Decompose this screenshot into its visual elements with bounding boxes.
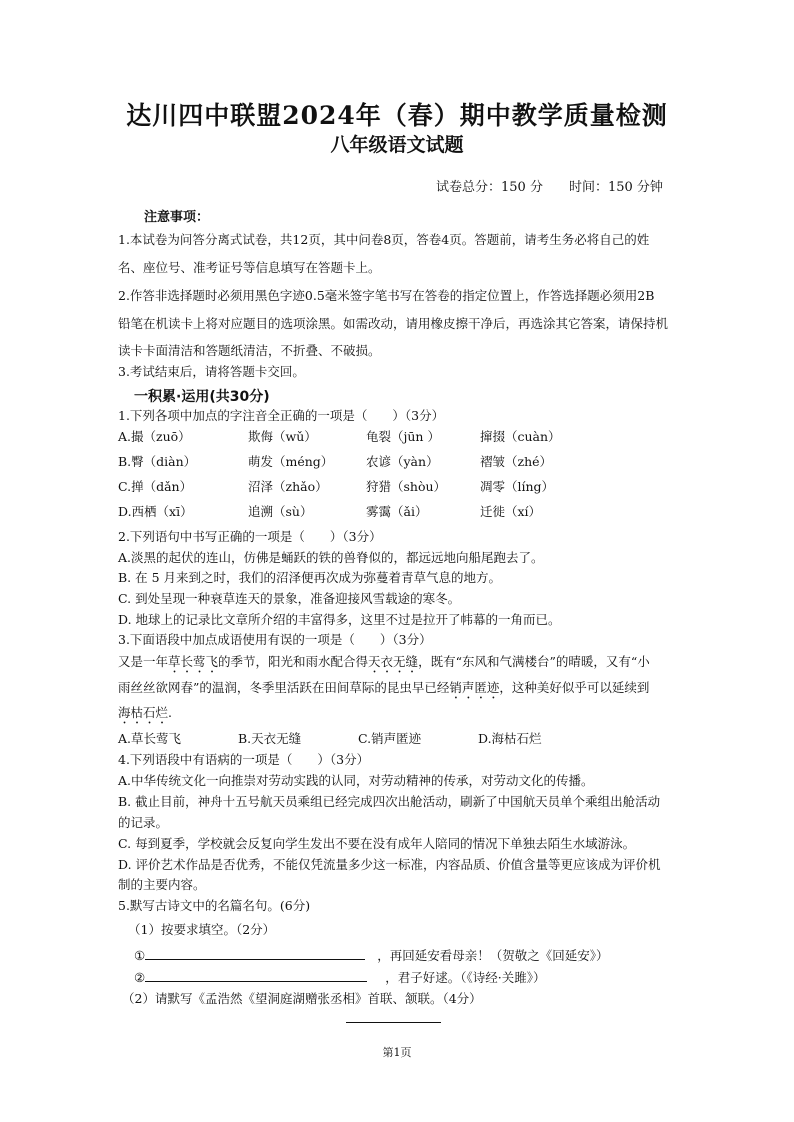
footer-divider bbox=[346, 1022, 441, 1023]
option-cell: 雾霭（ǎi） bbox=[366, 504, 428, 519]
sub-question: （2）请默写《孟浩然《望洞庭湖赠张丞相》首联、颔联。（4分） bbox=[122, 991, 482, 1006]
idiom-marked: 草长莺飞 bbox=[168, 654, 219, 669]
notice-line: 铅笔在机读卡上将对应题目的选项涂黑。如需改动，请用橡皮擦干净后，再选涂其它答案，请保持机 bbox=[118, 316, 669, 331]
item-number: ① bbox=[134, 948, 146, 963]
passage-line bbox=[118, 680, 649, 702]
option-line: C. 每到夏季，学校就会反复向学生发出不要在没有成年人陪同的情况下单独去陌生水域游泳。 bbox=[118, 836, 636, 851]
section-heading: 一积累·运用(共30分) bbox=[134, 389, 270, 405]
notice-line: 2.作答非选择题时必须用黑色字迹0.5毫米签字笔书写在答卷的指定位置上，作答选择题必须用2B bbox=[118, 288, 655, 303]
exam-title: 达川四中联盟2024年（春）期中教学质量检测 bbox=[126, 101, 668, 130]
answer-blank[interactable] bbox=[145, 969, 367, 982]
notice-line: 读卡卡面清洁和答题纸清洁，不折叠、不破损。 bbox=[118, 343, 381, 358]
option-line: A.淡黑的起伏的连山，仿佛是蛹跃的铁的兽脊似的，都远远地向船尾跑去了。 bbox=[118, 550, 544, 565]
option-cell: 撺掇（cuàn） bbox=[480, 429, 561, 444]
option-cell: D.西栖（xī） bbox=[118, 504, 193, 519]
notice-heading: 注意事项： bbox=[144, 210, 210, 225]
question-stem: 5.默写古诗文中的名篇名句。(6分) bbox=[118, 898, 311, 913]
total-score: 试卷总分：150 分 bbox=[436, 180, 543, 195]
item-text: ，再回延安看母亲！（贺敬之《回延安》） bbox=[377, 948, 609, 963]
notice-line: 3.考试结束后，请将答题卡交回。 bbox=[118, 364, 305, 379]
option-cell: 追溯（sù） bbox=[248, 504, 313, 519]
option-cell: A.撮（zuō） bbox=[118, 429, 191, 444]
exam-subtitle: 八年级语文试题 bbox=[330, 134, 464, 156]
passage-text: ，这种美好似乎可以延续到 bbox=[499, 680, 650, 695]
option-cell: 萌发（méng） bbox=[248, 454, 334, 469]
answer-blank[interactable] bbox=[145, 947, 365, 960]
option-cell: 龟裂（jūn ） bbox=[366, 429, 440, 444]
page-number: 第1页 bbox=[382, 1046, 412, 1059]
question-stem: 2.下列语句中书写正确的一项是（ ）（3分） bbox=[118, 529, 382, 544]
option-cell: 凋零（líng） bbox=[480, 479, 555, 494]
option-line: A.中华传统文化一向推崇对劳动实践的认同，对劳动精神的传承，对劳动文化的传播。 bbox=[118, 773, 594, 788]
idiom-marked: 销声匿迹 bbox=[449, 680, 500, 695]
option-cell: D.海枯石烂 bbox=[478, 731, 542, 746]
option-cell: 迁徙（xí） bbox=[480, 504, 542, 519]
option-cell: B.臀（diàn） bbox=[118, 454, 197, 469]
sub-question: （1）按要求填空。（2分） bbox=[128, 922, 276, 937]
option-cell: B.天衣无缝 bbox=[238, 731, 302, 746]
option-cell: A.草长莺飞 bbox=[118, 731, 182, 746]
item-number: ② bbox=[134, 970, 146, 985]
option-line: C. 到处呈现一种衰草连天的景象，准备迎接风雪载途的寒冬。 bbox=[118, 591, 461, 606]
item-text: ，君子好逑。（《诗经·关雎》） bbox=[385, 970, 546, 985]
fill-line bbox=[134, 947, 608, 964]
option-cell: 农谚（yàn） bbox=[366, 454, 439, 469]
question-stem: 4.下列语段中有语病的一项是（ ）（3分） bbox=[118, 752, 370, 767]
passage-text: . bbox=[168, 705, 172, 720]
passage-text: 的季节，阳光和雨水配合得 bbox=[218, 654, 369, 669]
option-cell: 欺侮（wǔ） bbox=[248, 429, 317, 444]
fill-line bbox=[134, 969, 545, 986]
option-cell: 狩猎（shòu） bbox=[366, 479, 447, 494]
option-line: 的记录。 bbox=[118, 815, 169, 830]
passage-text: 又是一年 bbox=[118, 654, 169, 669]
exam-meta bbox=[436, 176, 663, 195]
option-line: D. 地球上的记录比文章所介绍的丰富得多，这里不过是拉开了帏幕的一角而已。 bbox=[118, 612, 561, 627]
question-stem: 1.下列各项中加点的字注音全正确的一项是（ ）（3分） bbox=[118, 408, 445, 423]
option-cell: 褶皱（zhé） bbox=[480, 454, 553, 469]
notice-line: 名、座位号、准考证号等信息填写在答题卡上。 bbox=[118, 260, 381, 275]
idiom-marked: 天衣无缝 bbox=[368, 654, 419, 669]
passage-text: ，既有“东风和气满楼台”的晴暖，又有“小 bbox=[418, 654, 650, 669]
option-line: 制的主要内容。 bbox=[118, 877, 206, 892]
option-cell: C.销声匿迹 bbox=[358, 731, 422, 746]
passage-line bbox=[118, 705, 172, 727]
option-line: D. 评价艺术作品是否优秀，不能仅凭流量多少这一标准，内容品质、价值含量等更应该成为评价机 bbox=[118, 857, 661, 872]
passage-line bbox=[118, 654, 650, 676]
question-stem: 3.下面语段中加点成语使用有误的一项是（ ）（3分） bbox=[118, 632, 432, 647]
option-line: B. 在 5 月来到之时，我们的沼泽便再次成为弥蔓着青草气息的地方。 bbox=[118, 570, 502, 585]
option-cell: 沼泽（zhǎo） bbox=[248, 479, 328, 494]
option-line: B. 截止目前，神舟十五号航天员乘组已经完成四次出舱活动，刷新了中国航天员单个乘组出舱活动 bbox=[118, 794, 661, 809]
notice-line: 1.本试卷为问答分离式试卷，共12页，其中问卷8页，答卷4页。答题前，请考生务必将自己的姓 bbox=[118, 232, 650, 247]
exam-time: 时间：150 分钟 bbox=[568, 180, 663, 195]
passage-text: 雨丝丝欲网春”的温润，冬季里活跃在田间草际的昆虫早已经 bbox=[118, 680, 450, 695]
option-cell: C.掸（dǎn） bbox=[118, 479, 193, 494]
idiom-marked: 海枯石烂 bbox=[118, 705, 169, 720]
